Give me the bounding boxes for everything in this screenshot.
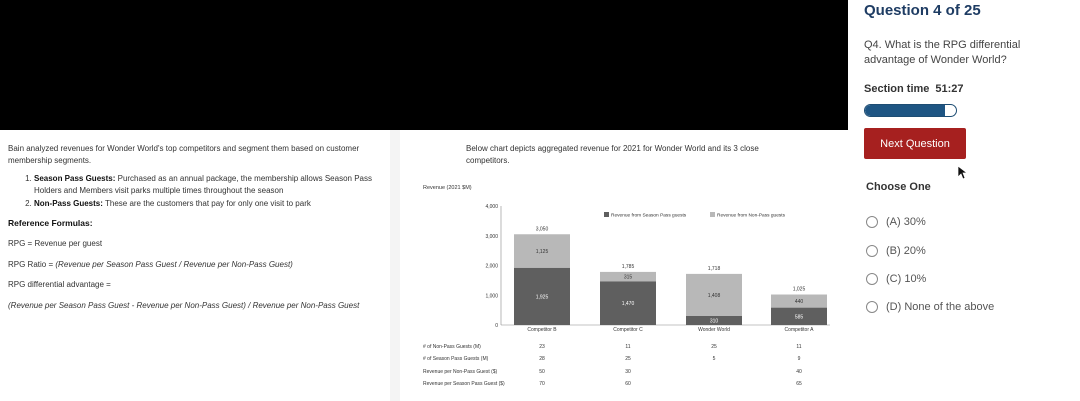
x-category-label: Competitor C <box>613 327 643 333</box>
table-cell: 25 <box>625 356 631 362</box>
time-progress-fill <box>865 105 945 116</box>
bar-value-label-season: 1,470 <box>621 301 635 308</box>
table-cell: 23 <box>539 344 545 350</box>
bar-value-label-nonpass: 440 <box>794 299 804 306</box>
x-category-label: Competitor B <box>527 327 557 333</box>
table-cell: 11 <box>625 344 631 350</box>
table-cell: 30 <box>625 369 631 375</box>
legend-swatch-season <box>604 212 609 217</box>
section-time-label: Section time <box>864 83 930 95</box>
option-a[interactable] <box>866 208 994 236</box>
table-cell: 9 <box>797 356 801 362</box>
bar-total-label: 1,025 <box>792 286 806 293</box>
revenue-stacked-bar-chart <box>400 130 848 401</box>
y-tick-label: 2,000 <box>485 263 498 270</box>
segment-item-season <box>34 173 382 196</box>
next-question-button[interactable]: Next Question <box>864 128 966 159</box>
question-counter: Question 4 of 25 <box>864 2 981 19</box>
bar-total-label: 1,785 <box>621 263 635 270</box>
option-label: (D) None of the above <box>886 301 995 314</box>
option-d[interactable] <box>866 293 994 321</box>
case-info-pane <box>0 130 390 401</box>
option-c[interactable] <box>866 265 994 293</box>
table-row-label: # of Season Pass Guests (M) <box>423 356 489 362</box>
legend-label-season: Revenue from Season Pass guests <box>611 213 687 219</box>
table-cell: 65 <box>796 381 802 387</box>
y-tick-label: 3,000 <box>485 233 498 240</box>
segment-desc: These are the customers that pay for only one visit to park <box>104 199 311 208</box>
rpg-advantage-expression: (Revenue per Season Pass Guest - Revenue per Non-Pass Guest) / Revenue per Non-Pass Guest <box>8 300 360 310</box>
chart-pane <box>400 130 848 401</box>
table-row-label: # of Non-Pass Guests (M) <box>423 344 481 350</box>
chart-intro-text: Below chart depicts aggregated revenue for 2021 for Wonder World and its 3 close competitors. <box>466 144 759 165</box>
segment-name: Non-Pass Guests: <box>34 199 103 208</box>
radio-button-icon[interactable] <box>866 245 878 257</box>
y-tick-label: 4,000 <box>485 204 498 210</box>
legend-label-nonpass: Revenue from Non-Pass guests <box>717 213 785 219</box>
question-text: Q4. What is the RPG differential advantage of Wonder World? <box>864 39 1021 66</box>
time-progress-bar <box>864 104 957 117</box>
option-label: (A) 30% <box>886 216 926 229</box>
legend-swatch-nonpass <box>710 212 715 217</box>
bar-value-label-season: 1,925 <box>535 294 549 301</box>
segment-desc: Purchased as an annual package, the membership allows Season Pass Holders and Members visit parks multiple times throughout the season <box>34 174 372 195</box>
x-category-label: Competitor A <box>784 327 814 333</box>
table-cell: 11 <box>796 344 802 350</box>
section-time <box>864 83 964 95</box>
rpg-definition: RPG = Revenue per guest <box>8 239 103 248</box>
case-intro-text: Bain analyzed revenues for Wonder World's top competitors and segment them based on customer membership segments. <box>8 144 360 165</box>
bar-value-label-nonpass: 1,125 <box>535 248 549 255</box>
table-cell: 25 <box>711 344 717 350</box>
y-tick-label: 0 <box>495 323 498 329</box>
reference-formulas-heading: Reference Formulas: <box>8 217 93 228</box>
bar-total-label: 1,718 <box>707 265 721 272</box>
mouse-cursor-icon <box>958 166 968 180</box>
bar-value-label-nonpass: 1,408 <box>707 292 721 299</box>
table-row-label: Revenue per Non-Pass Guest ($) <box>423 369 498 375</box>
table-cell: 28 <box>539 356 545 362</box>
option-label: (B) 20% <box>886 244 926 257</box>
segment-item-nonpass <box>34 198 382 210</box>
radio-button-icon[interactable] <box>866 301 878 313</box>
bar-value-label-season: 585 <box>794 314 804 321</box>
answer-options <box>866 208 994 322</box>
y-axis-title: Revenue (2021 $M) <box>423 185 472 191</box>
table-cell: 50 <box>539 369 545 375</box>
table-cell: 70 <box>539 381 545 387</box>
radio-button-icon[interactable] <box>866 216 878 228</box>
radio-button-icon[interactable] <box>866 273 878 285</box>
section-time-value: 51:27 <box>935 83 964 95</box>
option-label: (C) 10% <box>886 272 927 285</box>
rpg-advantage-label: RPG differential advantage = <box>8 280 111 289</box>
question-panel <box>848 0 1080 401</box>
table-cell: 40 <box>796 369 802 375</box>
video-overlay-area <box>0 0 848 130</box>
rpg-ratio-expression: (Revenue per Season Pass Guest / Revenue per Non-Pass Guest) <box>55 259 293 269</box>
table-cell: 5 <box>712 356 716 362</box>
bar-value-label-nonpass: 315 <box>623 274 633 281</box>
rpg-ratio-label: RPG Ratio = <box>8 259 54 269</box>
rpg-ratio-formula <box>8 259 382 271</box>
segment-list <box>34 173 382 210</box>
x-category-label: Wonder World <box>698 327 730 333</box>
table-row-label: Revenue per Season Pass Guest ($) <box>423 381 505 387</box>
bar-total-label: 3,050 <box>535 226 549 233</box>
option-b[interactable] <box>866 236 994 264</box>
bar-value-label-season: 310 <box>709 318 719 325</box>
choose-one-heading: Choose One <box>866 181 931 193</box>
segment-name: Season Pass Guests: <box>34 174 116 183</box>
y-tick-label: 1,000 <box>485 293 498 300</box>
table-cell: 60 <box>625 381 631 387</box>
